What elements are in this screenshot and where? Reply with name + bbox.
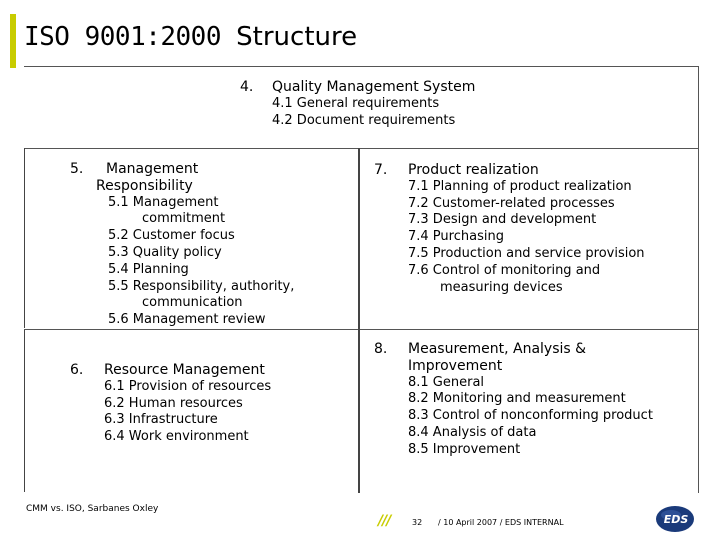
section-6-item: 6.3 Infrastructure: [104, 412, 218, 428]
left-divider-upper: [24, 148, 25, 328]
title-accent-bar: [10, 14, 16, 68]
section-7-item: 7.6 Control of monitoring and: [408, 262, 601, 278]
section-7-item: 7.3 Design and development: [408, 212, 597, 228]
section-5-item: 5.3 Quality policy: [108, 244, 222, 260]
section-6-item: 6.2 Human resources: [104, 395, 243, 411]
section-7-item: 7.2 Customer-related processes: [408, 195, 615, 211]
section-7-item: 7.4 Purchasing: [408, 229, 504, 245]
section-8: [374, 341, 653, 459]
page-number: 32: [412, 518, 423, 527]
page-title: [24, 22, 357, 52]
section-5-item: 5.5 Responsibility, authority,: [108, 278, 295, 294]
section-6-number: 6.: [70, 362, 84, 378]
eds-logo: [655, 505, 695, 533]
section-8-heading-line1: Measurement, Analysis &: [408, 341, 587, 357]
section-5: [70, 161, 294, 329]
divider-right-mid: [360, 329, 698, 330]
footer-date-classification: / 10 April 2007 / EDS INTERNAL: [438, 518, 564, 527]
footer-slashes: ///: [378, 513, 391, 529]
section-7: [374, 162, 645, 296]
section-5-item: 5.2 Customer focus: [108, 228, 235, 244]
section-8-item: 8.4 Analysis of data: [408, 424, 537, 440]
section-5-item: 5.6 Management review: [108, 312, 266, 328]
section-5-item: communication: [142, 295, 243, 311]
left-divider-lower: [24, 330, 25, 492]
section-6: [70, 362, 271, 446]
section-8-item: 8.1 General: [408, 374, 485, 390]
section-8-item: 8.5 Improvement: [408, 441, 521, 457]
section-8-number: 8.: [374, 341, 388, 357]
section-8-item: 8.2 Monitoring and measurement: [408, 391, 626, 407]
section-5-item: 5.1 Management: [108, 194, 219, 210]
section-6-item: 6.4 Work environment: [104, 429, 249, 445]
section-7-number: 7.: [374, 162, 388, 178]
divider-top: [24, 148, 698, 149]
title-prefix: ISO 9001:2000: [24, 22, 221, 52]
section-5-item: commitment: [142, 211, 226, 227]
section-7-item: 7.1 Planning of product realization: [408, 178, 632, 194]
eds-logo-text: EDS: [663, 513, 689, 526]
section-8-heading-line2: Improvement: [408, 357, 503, 374]
section-7-heading: Product realization: [408, 162, 539, 178]
section-4-item: 4.1 General requirements: [272, 95, 440, 111]
section-6-item: 6.1 Provision of resources: [104, 378, 272, 394]
footer-presentation-title: CMM vs. ISO, Sarbanes Oxley: [26, 504, 159, 514]
section-8-item: 8.3 Control of nonconforming product: [408, 408, 653, 424]
section-5-heading-line2: Responsibility: [96, 177, 193, 194]
section-4-heading: Quality Management System: [272, 79, 476, 95]
section-5-heading-line1: Management: [106, 161, 199, 177]
section-7-item: measuring devices: [440, 279, 563, 295]
section-4: [240, 79, 475, 129]
section-5-number: 5.: [70, 161, 84, 177]
section-6-heading: Resource Management: [104, 362, 265, 378]
title-rest: Structure: [236, 22, 358, 52]
section-4-item: 4.2 Document requirements: [272, 112, 456, 128]
divider-left-mid: [24, 329, 358, 330]
section-4-number: 4.: [240, 79, 254, 95]
section-5-item: 5.4 Planning: [108, 261, 189, 277]
center-divider: [358, 148, 360, 493]
section-7-item: 7.5 Production and service provision: [408, 245, 645, 261]
